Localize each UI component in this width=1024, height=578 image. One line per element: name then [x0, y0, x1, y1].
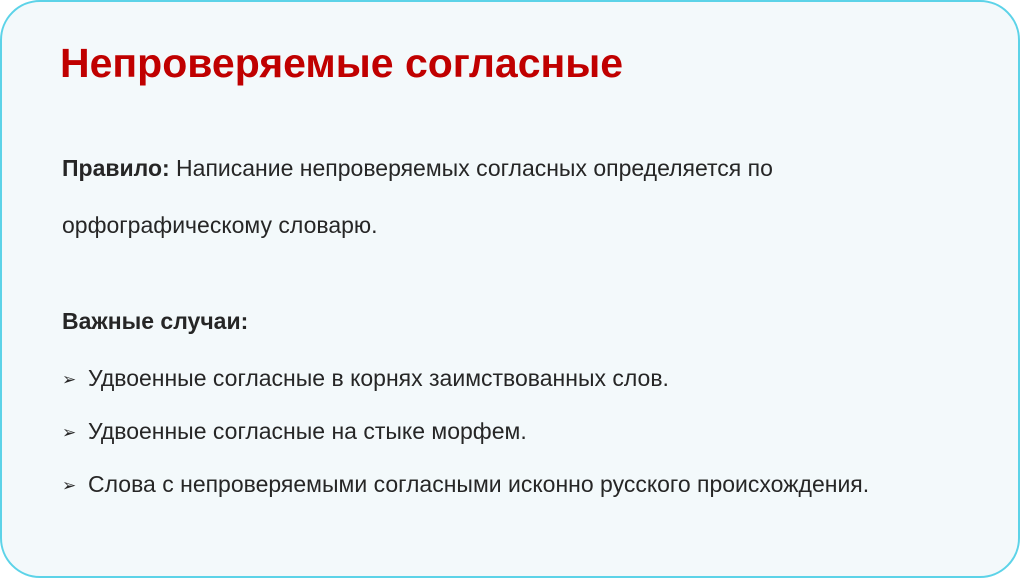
arrow-bullet-icon: ➢	[62, 476, 77, 495]
list-item-text: Удвоенные согласные на стыке морфем.	[88, 418, 527, 444]
important-cases-list	[62, 352, 869, 511]
rule-text: Написание непроверяемых согласных определяется по орфографическому словарю.	[62, 155, 773, 238]
arrow-bullet-icon: ➢	[62, 423, 77, 442]
list-item	[62, 352, 869, 405]
important-cases-heading: Важные случаи:	[62, 308, 249, 334]
list-item-text: Удвоенные согласные в корнях заимствованных слов.	[88, 365, 669, 391]
list-item	[62, 405, 869, 458]
rule-paragraph	[62, 140, 962, 254]
arrow-bullet-icon: ➢	[62, 370, 77, 389]
list-item-text: Слова с непроверяемыми согласными исконно русского происхождения.	[88, 471, 870, 497]
slide-title: Непроверяемые согласные	[60, 40, 624, 86]
list-item	[62, 458, 869, 511]
rule-label: Правило:	[62, 155, 170, 181]
